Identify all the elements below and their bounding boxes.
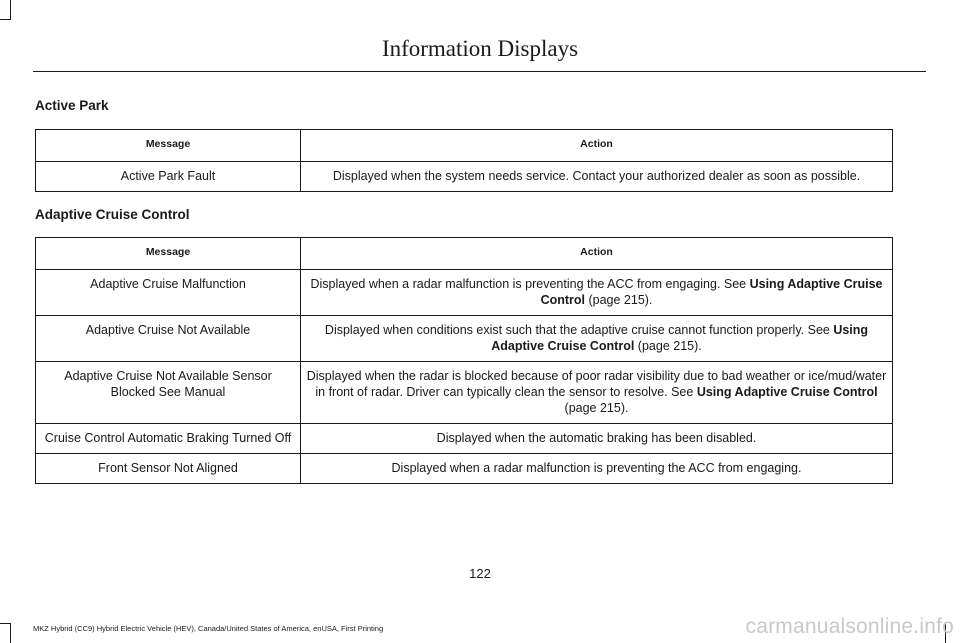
section-title-adaptive-cruise-control: Adaptive Cruise Control: [35, 207, 190, 222]
page-header-title: Information Displays: [381, 36, 579, 61]
message-cell: Cruise Control Automatic Braking Turned Off: [36, 424, 301, 454]
crop-mark-top-left-vertical: [10, 0, 11, 19]
crop-mark-top-left-horizontal: [0, 19, 11, 20]
table-row: [36, 316, 893, 362]
message-cell: Front Sensor Not Aligned: [36, 454, 301, 484]
action-cell: Displayed when the system needs service. Contact your authorized dealer as soon as possible.: [301, 162, 893, 192]
adaptive-cruise-control-table: [35, 237, 893, 484]
action-text: Displayed when the radar is blocked because of poor radar visibility due to bad weather or ice/mud/water in front of radar. Driver can typically clean the sensor to resolve. See: [306, 369, 887, 399]
message-cell: Active Park Fault: [36, 162, 301, 192]
cross-reference-link[interactable]: Using Adaptive Cruise Control: [540, 277, 883, 307]
action-cell: Displayed when the automatic braking has been disabled.: [301, 424, 893, 454]
column-header-message: Message: [36, 238, 301, 270]
column-header-message: Message: [36, 130, 301, 162]
page-reference: (page 215).: [634, 339, 702, 353]
table-row: [36, 162, 893, 192]
cross-reference-link[interactable]: Using Adaptive Cruise Control: [491, 323, 869, 353]
page-reference: (page 215).: [585, 293, 653, 307]
table-header-row: [36, 130, 893, 162]
active-park-table: [35, 129, 893, 192]
footer-edition-text: MKZ Hybrid (CC9) Hybrid Electric Vehicle (HEV), Canada/United States of America, enUSA, First Printing: [33, 624, 384, 633]
watermark: carmanualsonline.info: [745, 615, 954, 638]
table-row: [36, 270, 893, 316]
message-cell: Adaptive Cruise Not Available: [36, 316, 301, 362]
page-number: 122: [469, 566, 491, 581]
page-reference: (page 215).: [564, 401, 629, 415]
table-row: [36, 424, 893, 454]
action-cell: Displayed when a radar malfunction is preventing the ACC from engaging.: [301, 454, 893, 484]
crop-mark-bottom-left-horizontal: [0, 623, 11, 624]
action-cell: [301, 316, 893, 362]
column-header-action: Action: [301, 238, 893, 270]
header-rule: [33, 71, 926, 72]
column-header-action: Action: [301, 130, 893, 162]
action-cell: [301, 270, 893, 316]
cross-reference-link[interactable]: Using Adaptive Cruise Control: [696, 385, 878, 399]
crop-mark-bottom-left-vertical: [10, 624, 11, 643]
action-text: Displayed when conditions exist such that the adaptive cruise cannot function properly. See: [324, 323, 834, 337]
section-title-active-park: Active Park: [35, 98, 109, 113]
action-cell: [301, 362, 893, 424]
table-header-row: [36, 238, 893, 270]
table-row: [36, 454, 893, 484]
action-text: Displayed when a radar malfunction is preventing the ACC from engaging. See: [310, 277, 750, 291]
message-cell: Adaptive Cruise Malfunction: [36, 270, 301, 316]
table-row: [36, 362, 893, 424]
message-cell: Adaptive Cruise Not Available Sensor Blocked See Manual: [36, 362, 301, 424]
